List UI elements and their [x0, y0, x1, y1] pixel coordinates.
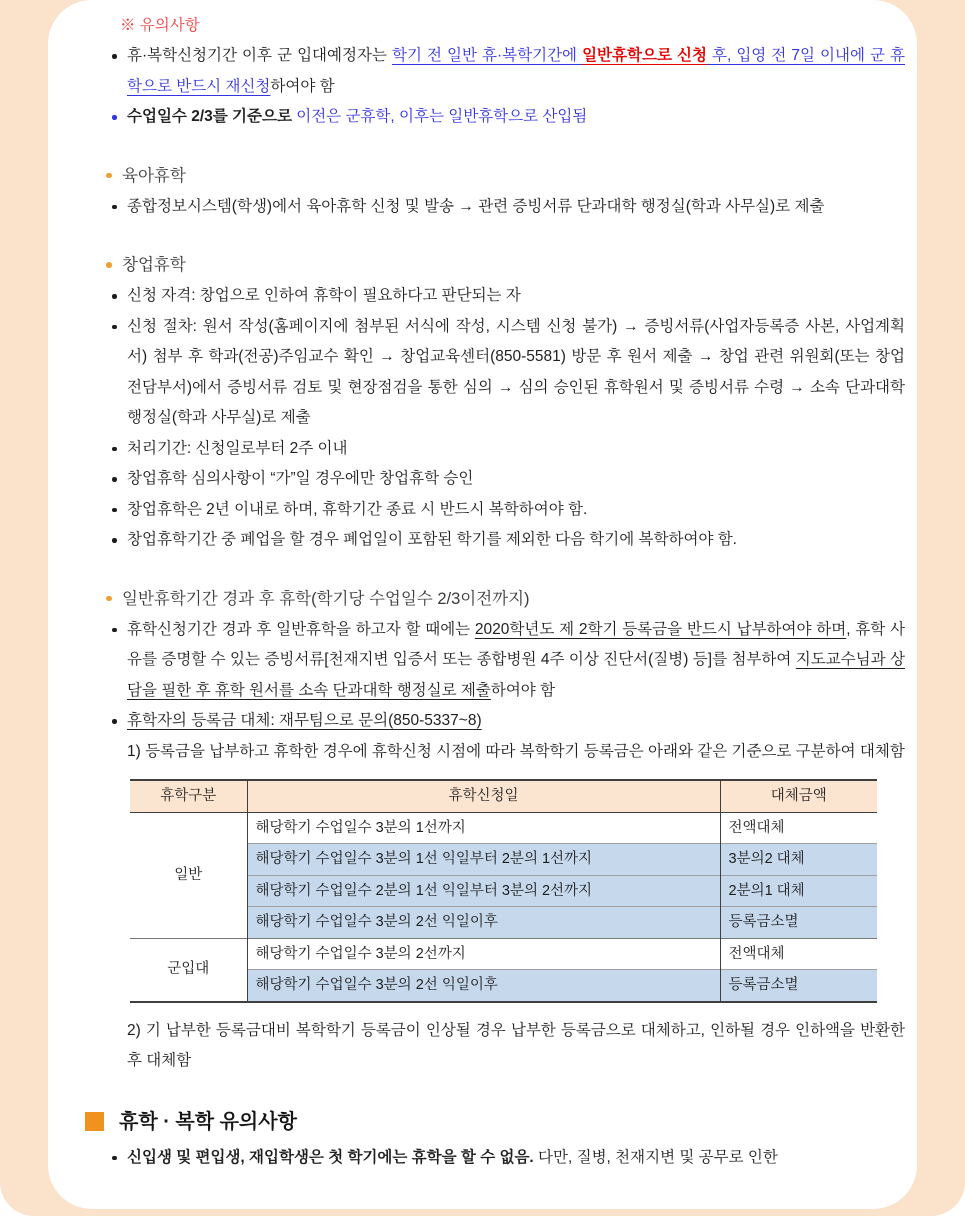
text-segment-bold: 수업일수 2/3를 기준으로: [127, 108, 297, 125]
text-segment-underline: 지도교수님과 상담을 필한 후 휴학 원서를 소속 단과대학 행정실로 제출: [127, 651, 905, 699]
text-segment: , 휴학 사유를 증명할 수 있는 증빙서류[천재지변 입증서 또는 종합병원 4주 이상 진단서(질병) 등]를 첨부하여: [127, 620, 905, 668]
table-cell-amount: 등록금소멸: [720, 970, 877, 1002]
table-header-replacement-amount: 대체금액: [720, 780, 877, 812]
table-cell-when: 해당학기 수업일수 2분의 1선 익일부터 3분의 2선까지: [247, 875, 720, 907]
text-segment-blue: 이전은 군휴학, 이후는 일반휴학으로 산입됨: [296, 108, 588, 125]
table-header-row: [130, 780, 877, 812]
document-content: [105, 0, 905, 1173]
table-cell-when: 해당학기 수업일수 3분의 2선 익일이후: [247, 907, 720, 939]
table-cell-amount: 2분의1 대체: [720, 875, 877, 907]
orange-square-icon: [85, 1112, 104, 1131]
text-segment: 하여야 함: [270, 77, 335, 95]
table-header-leave-type: 휴학구분: [130, 780, 247, 812]
footer-section-heading: [85, 1105, 905, 1139]
table-cell-when: 해당학기 수업일수 3분의 1선 익일부터 2분의 1선까지: [247, 844, 720, 876]
table-row: [130, 938, 877, 970]
text-segment-blue-underline: 후, 입영 전 7일 이내에 군 휴학으로 반드시 재신청: [127, 47, 905, 95]
numbered-paragraph-1: 1) 등록금을 납부하고 휴학한 경우에 휴학신청 시점에 따라 복학학기 등록금은 아래와 같은 기준으로 구분하여 대체함: [127, 742, 905, 760]
table-cell-when: 해당학기 수업일수 3분의 2선 익일이후: [247, 970, 720, 1002]
numbered-paragraph-2: 2) 기 납부한 등록금대비 복학학기 등록금이 인상될 경우 납부한 등록금으로 대체하고, 인하될 경우 인하액을 반환한 후 대체함: [127, 1021, 905, 1069]
table-cell-when: 해당학기 수업일수 3분의 1선까지: [247, 812, 720, 844]
text-segment-bold: 신입생 및 편입생, 재입학생은 첫 학기에는 휴학을 할 수 없음.: [127, 1148, 534, 1166]
section-heading-startup-leave: 창업휴학: [105, 249, 905, 281]
bullet-item-tuition-replacement: [105, 706, 905, 737]
table-cell-group-label: 일반: [130, 812, 247, 938]
text-segment: 휴·복학신청기간 이후 군 입대예정자는: [127, 47, 392, 64]
table-row: [130, 812, 877, 844]
section-heading-childcare-leave: 육아휴학: [105, 160, 905, 192]
bullet-item: 신청 자격: 창업으로 인하여 휴학이 필요하다고 판단되는 자: [105, 281, 905, 312]
text-segment: 하여야 함: [490, 681, 556, 699]
notice-item-class-days: [105, 102, 905, 133]
table-cell-amount: 3분의2 대체: [720, 844, 877, 876]
table-cell-amount: 전액대체: [720, 812, 877, 844]
text-segment-underline: 휴학자의 등록금 대체: 재무팀으로 문의(850-5337~8): [127, 712, 482, 729]
bullet-item-freshman-restriction: [105, 1143, 905, 1174]
notice-heading: ※ 유의사항: [120, 17, 200, 34]
text-segment: 다만, 질병, 천재지변 및 공무로 인한: [533, 1148, 778, 1166]
text-segment-blue-underline: 학기 전 일반 휴·복학기간에: [391, 47, 583, 64]
bullet-item-tuition-payment: [105, 615, 905, 707]
footer-heading-label: 휴학 · 복학 유의사항: [119, 1110, 297, 1133]
table-cell-amount: 전액대체: [720, 938, 877, 970]
bullet-item: 처리기간: 신청일로부터 2주 이내: [105, 434, 905, 465]
bullet-item: 창업휴학기간 중 폐업을 할 경우 폐업일이 포함된 학기를 제외한 다음 학기에 복학하여야 함.: [105, 525, 905, 556]
section-heading-general-leave-after-period: 일반휴학기간 경과 후 휴학(학기당 수업일수 2/3이전까지): [105, 583, 905, 615]
table-cell-when: 해당학기 수업일수 3분의 2선까지: [247, 938, 720, 970]
text-segment-underline: 2020학년도 제 2학기 등록금을 반드시 납부하여야 하며: [474, 620, 847, 638]
table-header-application-date: 휴학신청일: [247, 780, 720, 812]
document-sheet: [48, 0, 917, 1209]
tuition-replacement-table: [130, 779, 877, 1003]
text-segment-red-bold: 일반휴학으로 신청: [582, 47, 707, 64]
bullet-item: 창업휴학 심의사항이 “가”일 경우에만 창업휴학 승인: [105, 464, 905, 495]
text-segment: 휴학신청기간 경과 후 일반휴학을 하고자 할 때에는: [127, 620, 475, 638]
bullet-item: 종합정보시스템(학생)에서 육아휴학 신청 및 발송 → 관련 증빙서류 단과대학 행정실(학과 사무실)로 제출: [105, 192, 905, 223]
bullet-item: 신청 절차: 원서 작성(홈페이지에 첨부된 서식에 작성, 시스템 신청 불가) → 증빙서류(사업자등록증 사본, 사업계획서) 첨부 후 학과(전공)주임교수 확인 → 창업교육센터(850-5581) 방문 후 원서 제출 → 창업 관련 위원회(또는 창업 전담부서)에서 증빙서류 검토 및 현장점검을 통한 심의 → 심의 승인된 휴학원서 및 증빙서류 수령 → 소속 단과대학 행정실(학과 사무실)로 제출: [105, 312, 905, 434]
table-cell-amount: 등록금소멸: [720, 907, 877, 939]
bullet-item: 창업휴학은 2년 이내로 하며, 휴학기간 종료 시 반드시 복학하여야 함.: [105, 495, 905, 526]
table-cell-group-label: 군입대: [130, 938, 247, 1002]
notice-item-military: [105, 41, 905, 102]
